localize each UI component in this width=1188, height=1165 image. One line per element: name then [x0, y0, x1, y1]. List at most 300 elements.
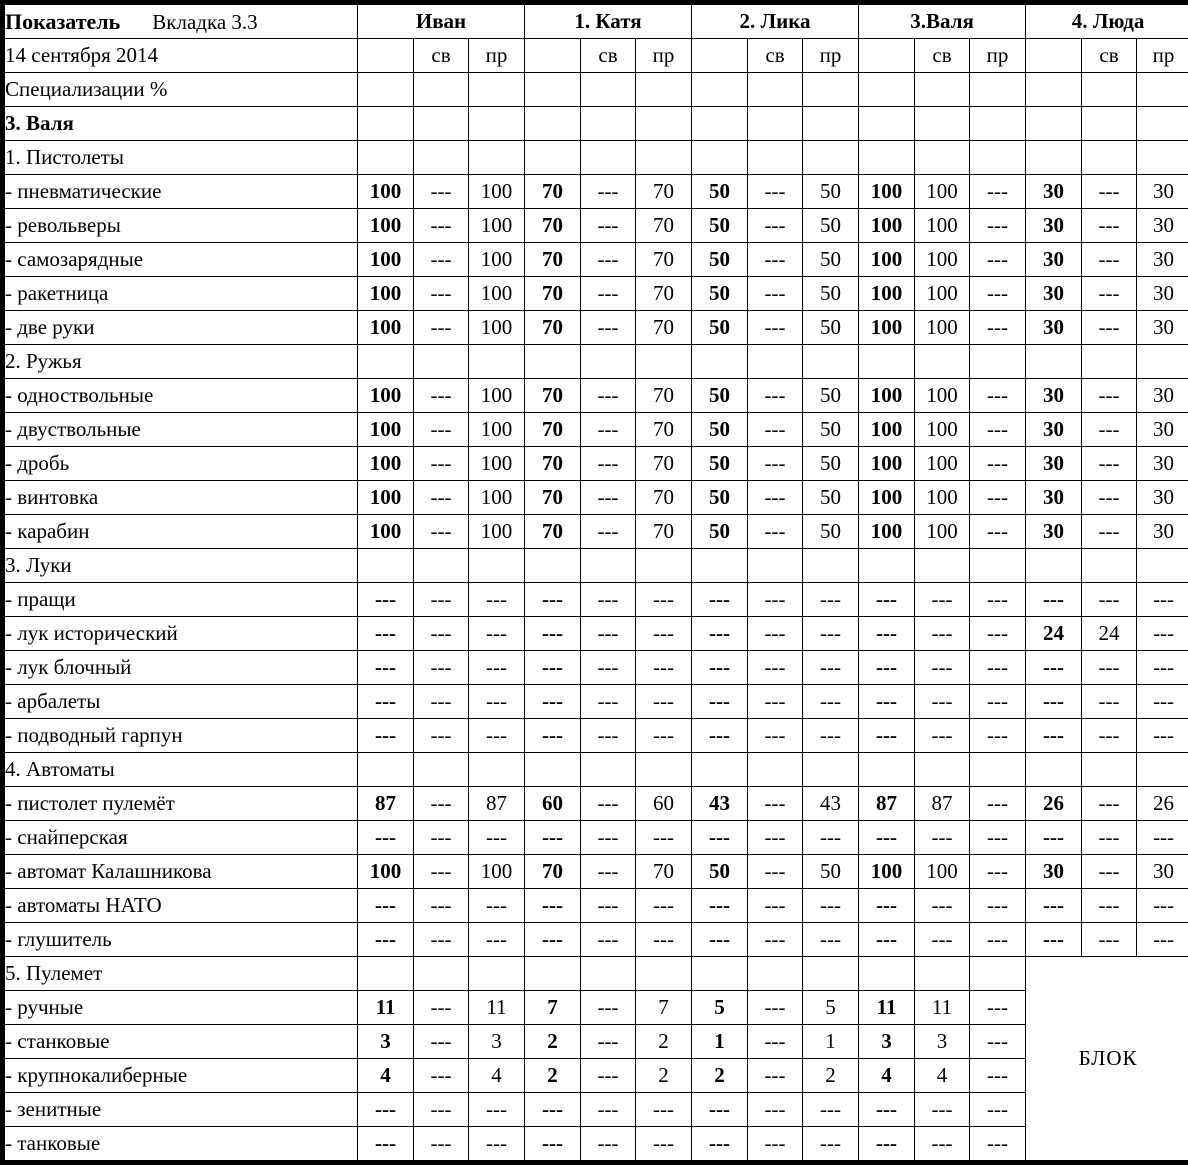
value-cell: ---: [636, 685, 692, 719]
value-cell: ---: [859, 1127, 915, 1163]
value-cell: 100: [915, 311, 970, 345]
value-cell: 70: [525, 175, 581, 209]
value-cell: [748, 107, 803, 141]
value-cell: 24: [1026, 617, 1082, 651]
value-cell: ---: [1082, 855, 1137, 889]
value-cell: ---: [414, 481, 469, 515]
value-cell: ---: [636, 821, 692, 855]
value-cell: 2: [525, 1025, 581, 1059]
value-cell: ---: [748, 277, 803, 311]
value-cell: 70: [525, 515, 581, 549]
value-cell: 1: [692, 1025, 748, 1059]
value-cell: 30: [1137, 447, 1188, 481]
value-cell: [636, 753, 692, 787]
value-cell: [469, 141, 525, 175]
table-row: [3, 923, 1188, 957]
value-cell: 100: [358, 311, 414, 345]
value-cell: ---: [469, 685, 525, 719]
value-cell: 70: [525, 311, 581, 345]
value-cell: [803, 107, 859, 141]
value-cell: ---: [970, 855, 1026, 889]
value-cell: [414, 345, 469, 379]
value-cell: ---: [970, 685, 1026, 719]
value-cell: [525, 345, 581, 379]
tab-label: Вкладка 3.3: [152, 10, 257, 34]
value-cell: 3: [469, 1025, 525, 1059]
row-label: - автоматы НАТО: [3, 889, 358, 923]
value-cell: ---: [692, 617, 748, 651]
value-cell: ---: [414, 889, 469, 923]
value-cell: [581, 73, 636, 107]
table-row: [3, 73, 1188, 107]
value-cell: ---: [692, 583, 748, 617]
value-cell: [1137, 549, 1188, 583]
value-cell: 30: [1026, 413, 1082, 447]
value-cell: ---: [1137, 821, 1188, 855]
value-cell: 50: [692, 175, 748, 209]
value-cell: [581, 549, 636, 583]
date-cell: 14 сентября 2014: [3, 39, 358, 73]
value-cell: ---: [970, 311, 1026, 345]
value-cell: [692, 957, 748, 991]
value-cell: [692, 345, 748, 379]
value-cell: ---: [803, 617, 859, 651]
value-cell: ---: [1137, 889, 1188, 923]
value-cell: ---: [358, 923, 414, 957]
value-cell: ---: [581, 685, 636, 719]
value-cell: ---: [581, 1059, 636, 1093]
value-cell: 50: [803, 481, 859, 515]
value-cell: ---: [970, 481, 1026, 515]
value-cell: ---: [803, 583, 859, 617]
row-label: Специализации %: [3, 73, 358, 107]
table-title-cell: [3, 3, 358, 39]
value-cell: ---: [970, 209, 1026, 243]
value-cell: ---: [970, 1025, 1026, 1059]
value-cell: ---: [859, 923, 915, 957]
value-cell: 87: [859, 787, 915, 821]
table-row: [3, 1127, 1188, 1163]
value-cell: ---: [803, 1127, 859, 1163]
value-cell: ---: [358, 583, 414, 617]
value-cell: ---: [581, 243, 636, 277]
value-cell: [803, 141, 859, 175]
value-cell: 100: [358, 447, 414, 481]
value-cell: [859, 141, 915, 175]
value-cell: ---: [414, 1025, 469, 1059]
row-label: 4. Автоматы: [3, 753, 358, 787]
value-cell: 100: [859, 855, 915, 889]
value-cell: ---: [748, 617, 803, 651]
value-cell: 50: [692, 379, 748, 413]
value-cell: 30: [1137, 209, 1188, 243]
value-cell: [748, 345, 803, 379]
value-cell: ---: [358, 617, 414, 651]
value-cell: [970, 549, 1026, 583]
value-cell: 3: [915, 1025, 970, 1059]
row-label: - автомат Калашникова: [3, 855, 358, 889]
value-cell: [1082, 753, 1137, 787]
value-cell: [358, 107, 414, 141]
value-cell: 30: [1137, 481, 1188, 515]
value-cell: ---: [581, 923, 636, 957]
value-cell: [1137, 345, 1188, 379]
value-cell: ---: [581, 175, 636, 209]
value-cell: ---: [748, 447, 803, 481]
value-cell: ---: [1026, 719, 1082, 753]
value-cell: 100: [915, 413, 970, 447]
value-cell: [1026, 753, 1082, 787]
value-cell: [1082, 73, 1137, 107]
value-cell: [525, 549, 581, 583]
value-cell: ---: [748, 311, 803, 345]
value-cell: ---: [970, 991, 1026, 1025]
value-cell: 50: [803, 515, 859, 549]
value-cell: 70: [636, 855, 692, 889]
value-cell: 1: [803, 1025, 859, 1059]
value-cell: [581, 345, 636, 379]
value-cell: ---: [748, 1127, 803, 1163]
value-cell: ---: [1137, 685, 1188, 719]
value-cell: [525, 141, 581, 175]
table-row: [3, 1093, 1188, 1127]
value-cell: ---: [1082, 583, 1137, 617]
value-cell: ---: [581, 447, 636, 481]
value-cell: ---: [1082, 821, 1137, 855]
value-cell: [1026, 141, 1082, 175]
table-row: [3, 447, 1188, 481]
value-cell: ---: [414, 447, 469, 481]
value-cell: [414, 549, 469, 583]
value-cell: [692, 549, 748, 583]
value-cell: 50: [803, 447, 859, 481]
value-cell: [469, 957, 525, 991]
value-cell: [358, 549, 414, 583]
value-cell: 11: [859, 991, 915, 1025]
value-cell: [915, 549, 970, 583]
value-cell: 50: [692, 311, 748, 345]
value-cell: ---: [748, 515, 803, 549]
value-cell: 70: [636, 379, 692, 413]
value-cell: ---: [970, 583, 1026, 617]
value-cell: 2: [692, 1059, 748, 1093]
value-cell: 50: [803, 413, 859, 447]
value-cell: [915, 957, 970, 991]
value-cell: ---: [414, 1127, 469, 1163]
value-cell: 100: [469, 447, 525, 481]
value-cell: 2: [636, 1025, 692, 1059]
value-cell: [748, 141, 803, 175]
value-cell: ---: [915, 617, 970, 651]
value-cell: ---: [414, 617, 469, 651]
value-cell: ---: [1137, 719, 1188, 753]
value-cell: ---: [525, 583, 581, 617]
value-cell: [469, 345, 525, 379]
value-cell: ---: [748, 583, 803, 617]
value-cell: 50: [692, 277, 748, 311]
subheader-main-cell: [1026, 39, 1082, 73]
value-cell: ---: [748, 481, 803, 515]
value-cell: ---: [581, 821, 636, 855]
value-cell: 70: [525, 447, 581, 481]
value-cell: 30: [1026, 447, 1082, 481]
value-cell: 100: [915, 379, 970, 413]
value-cell: ---: [525, 923, 581, 957]
value-cell: ---: [692, 1127, 748, 1163]
value-cell: [469, 549, 525, 583]
value-cell: ---: [970, 617, 1026, 651]
value-cell: [581, 753, 636, 787]
value-cell: 2: [636, 1059, 692, 1093]
value-cell: [970, 753, 1026, 787]
value-cell: ---: [469, 923, 525, 957]
value-cell: ---: [970, 277, 1026, 311]
subheader-main-cell: [358, 39, 414, 73]
value-cell: 100: [469, 515, 525, 549]
value-cell: ---: [859, 889, 915, 923]
value-cell: ---: [581, 889, 636, 923]
value-cell: 100: [859, 311, 915, 345]
value-cell: ---: [358, 685, 414, 719]
value-cell: ---: [414, 379, 469, 413]
table-row: [3, 787, 1188, 821]
value-cell: 100: [358, 209, 414, 243]
value-cell: 4: [859, 1059, 915, 1093]
value-cell: [358, 753, 414, 787]
value-cell: 70: [525, 209, 581, 243]
value-cell: ---: [636, 1093, 692, 1127]
value-cell: ---: [581, 311, 636, 345]
table-row: [3, 685, 1188, 719]
value-cell: ---: [970, 787, 1026, 821]
value-cell: 100: [358, 413, 414, 447]
value-cell: ---: [915, 685, 970, 719]
value-cell: [358, 141, 414, 175]
row-label: - танковые: [3, 1127, 358, 1163]
value-cell: 4: [358, 1059, 414, 1093]
value-cell: ---: [915, 1127, 970, 1163]
value-cell: 5: [803, 991, 859, 1025]
value-cell: ---: [692, 685, 748, 719]
value-cell: ---: [1082, 379, 1137, 413]
value-cell: 70: [636, 277, 692, 311]
value-cell: [859, 73, 915, 107]
value-cell: ---: [748, 1059, 803, 1093]
value-cell: 100: [358, 855, 414, 889]
value-cell: ---: [859, 719, 915, 753]
table-row: [3, 617, 1188, 651]
value-cell: 70: [525, 277, 581, 311]
value-cell: 4: [915, 1059, 970, 1093]
person-header: 3.Валя: [859, 3, 1026, 39]
table-row: [3, 243, 1188, 277]
value-cell: [1137, 73, 1188, 107]
value-cell: 50: [692, 515, 748, 549]
table-row: [3, 175, 1188, 209]
value-cell: [358, 73, 414, 107]
value-cell: ---: [469, 821, 525, 855]
value-cell: ---: [525, 821, 581, 855]
value-cell: 100: [915, 209, 970, 243]
value-cell: 70: [636, 209, 692, 243]
value-cell: 7: [636, 991, 692, 1025]
subheader-sv-cell: св: [1082, 39, 1137, 73]
value-cell: ---: [970, 379, 1026, 413]
value-cell: 30: [1137, 243, 1188, 277]
value-cell: ---: [970, 1127, 1026, 1163]
value-cell: ---: [1082, 651, 1137, 685]
table-row: [3, 719, 1188, 753]
value-cell: 100: [358, 515, 414, 549]
value-cell: 30: [1026, 515, 1082, 549]
value-cell: [803, 957, 859, 991]
value-cell: [414, 957, 469, 991]
table-row: [3, 481, 1188, 515]
value-cell: 7: [525, 991, 581, 1025]
value-cell: 100: [358, 243, 414, 277]
value-cell: ---: [859, 617, 915, 651]
value-cell: ---: [358, 719, 414, 753]
value-cell: ---: [1082, 243, 1137, 277]
value-cell: ---: [1082, 719, 1137, 753]
row-label: - карабин: [3, 515, 358, 549]
value-cell: ---: [414, 583, 469, 617]
value-cell: ---: [915, 821, 970, 855]
blok-merged-cell: БЛОК: [1026, 957, 1188, 1163]
value-cell: ---: [970, 719, 1026, 753]
value-cell: [525, 957, 581, 991]
person-header: 1. Катя: [525, 3, 692, 39]
value-cell: ---: [414, 311, 469, 345]
value-cell: [1082, 549, 1137, 583]
table-row: [3, 345, 1188, 379]
value-cell: [414, 753, 469, 787]
subheader-pr-cell: пр: [970, 39, 1026, 73]
value-cell: ---: [970, 889, 1026, 923]
value-cell: ---: [803, 1093, 859, 1127]
value-cell: 50: [692, 243, 748, 277]
value-cell: [915, 107, 970, 141]
value-cell: 43: [692, 787, 748, 821]
value-cell: ---: [581, 617, 636, 651]
row-label: - самозарядные: [3, 243, 358, 277]
value-cell: [1137, 107, 1188, 141]
value-cell: 100: [915, 855, 970, 889]
value-cell: ---: [748, 1093, 803, 1127]
row-label: - двуствольные: [3, 413, 358, 447]
value-cell: ---: [581, 787, 636, 821]
value-cell: 87: [358, 787, 414, 821]
value-cell: [915, 345, 970, 379]
subheader-pr-cell: пр: [469, 39, 525, 73]
value-cell: ---: [414, 685, 469, 719]
table-row: [3, 209, 1188, 243]
value-cell: ---: [469, 889, 525, 923]
value-cell: [525, 107, 581, 141]
subheader-sv-cell: св: [915, 39, 970, 73]
value-cell: 70: [636, 175, 692, 209]
value-cell: ---: [970, 821, 1026, 855]
value-cell: 50: [803, 855, 859, 889]
value-cell: ---: [1026, 685, 1082, 719]
value-cell: [692, 141, 748, 175]
value-cell: ---: [636, 583, 692, 617]
value-cell: [636, 73, 692, 107]
value-cell: ---: [414, 243, 469, 277]
row-label: - одноствольные: [3, 379, 358, 413]
value-cell: ---: [970, 243, 1026, 277]
table-row: [3, 957, 1188, 991]
value-cell: [859, 753, 915, 787]
value-cell: ---: [414, 277, 469, 311]
value-cell: ---: [581, 209, 636, 243]
subheader-main-cell: [525, 39, 581, 73]
value-cell: ---: [1026, 821, 1082, 855]
value-cell: [915, 141, 970, 175]
subheader-sv-cell: св: [748, 39, 803, 73]
value-cell: [525, 73, 581, 107]
value-cell: ---: [636, 651, 692, 685]
value-cell: ---: [915, 923, 970, 957]
value-cell: ---: [469, 651, 525, 685]
value-cell: ---: [636, 617, 692, 651]
value-cell: [915, 753, 970, 787]
table-row: [3, 651, 1188, 685]
table-row: [3, 991, 1188, 1025]
value-cell: 50: [692, 413, 748, 447]
subheader-sv-cell: св: [414, 39, 469, 73]
value-cell: 100: [469, 481, 525, 515]
value-cell: 50: [803, 311, 859, 345]
value-cell: ---: [1082, 515, 1137, 549]
value-cell: ---: [915, 651, 970, 685]
value-cell: ---: [1026, 651, 1082, 685]
value-cell: [803, 753, 859, 787]
value-cell: ---: [1082, 685, 1137, 719]
value-cell: ---: [1137, 923, 1188, 957]
row-label: - пращи: [3, 583, 358, 617]
value-cell: ---: [414, 175, 469, 209]
value-cell: ---: [970, 1059, 1026, 1093]
row-label: - ручные: [3, 991, 358, 1025]
value-cell: [469, 107, 525, 141]
value-cell: [1026, 549, 1082, 583]
value-cell: ---: [1082, 481, 1137, 515]
value-cell: 100: [469, 243, 525, 277]
value-cell: ---: [581, 515, 636, 549]
value-cell: [414, 141, 469, 175]
value-cell: 60: [525, 787, 581, 821]
value-cell: ---: [581, 379, 636, 413]
value-cell: 100: [859, 243, 915, 277]
value-cell: 70: [525, 379, 581, 413]
page-title: Показатель: [5, 9, 120, 34]
value-cell: ---: [915, 583, 970, 617]
row-label: - глушитель: [3, 923, 358, 957]
table-row: [3, 1059, 1188, 1093]
value-cell: [636, 957, 692, 991]
value-cell: [1026, 107, 1082, 141]
table-row: [3, 753, 1188, 787]
value-cell: 50: [692, 209, 748, 243]
value-cell: ---: [692, 651, 748, 685]
value-cell: ---: [525, 889, 581, 923]
value-cell: ---: [581, 991, 636, 1025]
value-cell: 100: [915, 515, 970, 549]
value-cell: 50: [692, 447, 748, 481]
value-cell: 100: [469, 175, 525, 209]
table-row: [3, 311, 1188, 345]
